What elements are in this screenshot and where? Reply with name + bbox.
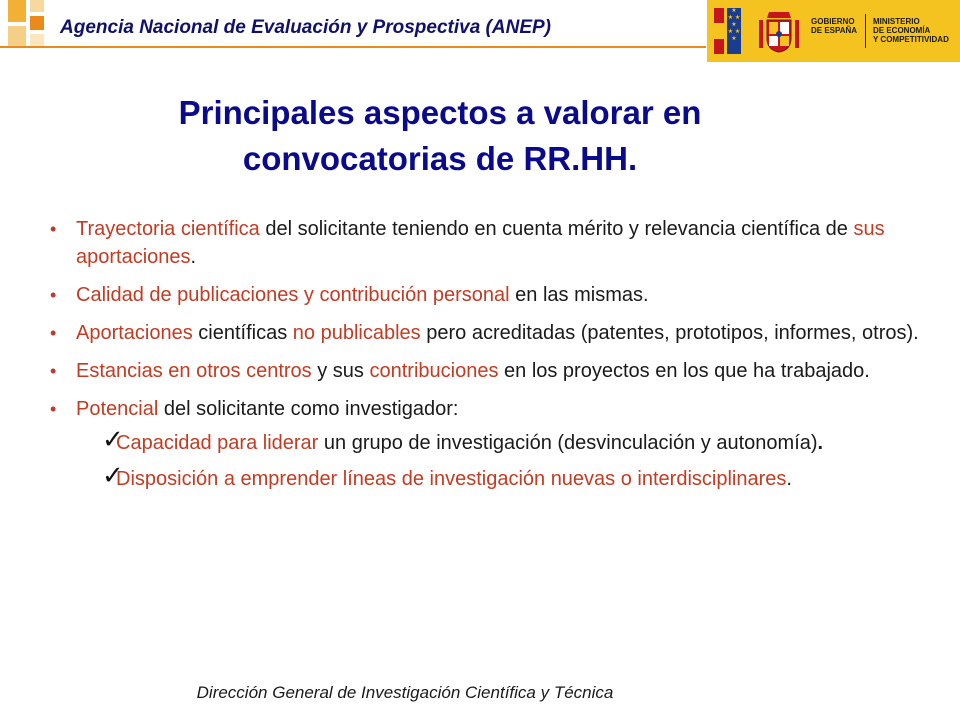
bullet-item xyxy=(44,357,924,385)
eu-flag-icon: ★ ★ ★ ★ ★ ★ ★ xyxy=(727,8,741,54)
bullet-text: Trayectoria científica del solicitante teniendo en cuenta mérito y relevancia científica de sus aportaciones. xyxy=(76,218,885,268)
decorative-square xyxy=(30,0,44,12)
bullet-dot-icon: • xyxy=(50,323,57,343)
bullet-item xyxy=(44,215,924,271)
decorative-square xyxy=(8,26,26,48)
sub-bullet-text: Disposición a emprender líneas de investigación nuevas o interdisciplinares. xyxy=(116,468,792,490)
bullet-item xyxy=(44,319,924,347)
agency-title: Agencia Nacional de Evaluación y Prospectiva (ANEP) xyxy=(60,17,551,38)
footer-text: Dirección General de Investigación Científica y Técnica xyxy=(196,683,614,702)
ministerio-label: MINISTERIO DE ECONOMÍA Y COMPETITIVIDAD xyxy=(873,17,949,44)
gobierno-de-espana-label: GOBIERNO DE ESPAÑA xyxy=(811,17,858,35)
bullet-text: Potencial del solicitante como investigador: xyxy=(76,398,459,420)
header-divider xyxy=(0,46,706,48)
bullet-dot-icon: • xyxy=(50,399,57,419)
bullet-text: Calidad de publicaciones y contribución personal en las mismas. xyxy=(76,284,649,306)
checkmark-icon: ✓ xyxy=(102,460,124,490)
sub-bullet-text: Capacidad para liderar un grupo de investigación (desvinculación y autonomía). xyxy=(116,432,824,454)
sub-bullet-item xyxy=(44,460,924,493)
slide-title-line1: Principales aspectos a valorar en xyxy=(178,94,702,131)
spain-flag-icon xyxy=(714,8,724,54)
bullet-list xyxy=(44,215,924,501)
checkmark-icon: ✓ xyxy=(102,424,124,454)
coat-of-arms-icon xyxy=(755,6,803,56)
slide-title xyxy=(60,90,820,182)
government-banner xyxy=(707,0,960,62)
bullet-dot-icon: • xyxy=(50,219,57,239)
bullet-item xyxy=(44,395,924,423)
bullet-item xyxy=(44,281,924,309)
bullet-dot-icon: • xyxy=(50,285,57,305)
decorative-square xyxy=(8,0,26,22)
bullet-text: Estancias en otros centros y sus contribuciones en los proyectos en los que ha trabajado. xyxy=(76,360,870,382)
slide-title-line2: convocatorias de RR.HH. xyxy=(242,140,638,177)
sub-bullet-item xyxy=(44,424,924,457)
decorative-square xyxy=(30,16,44,30)
bullet-text: Aportaciones científicas no publicables pero acreditadas (patentes, prototipos, informes, otros). xyxy=(76,322,919,344)
banner-divider xyxy=(865,14,866,48)
bullet-dot-icon: • xyxy=(50,361,57,381)
